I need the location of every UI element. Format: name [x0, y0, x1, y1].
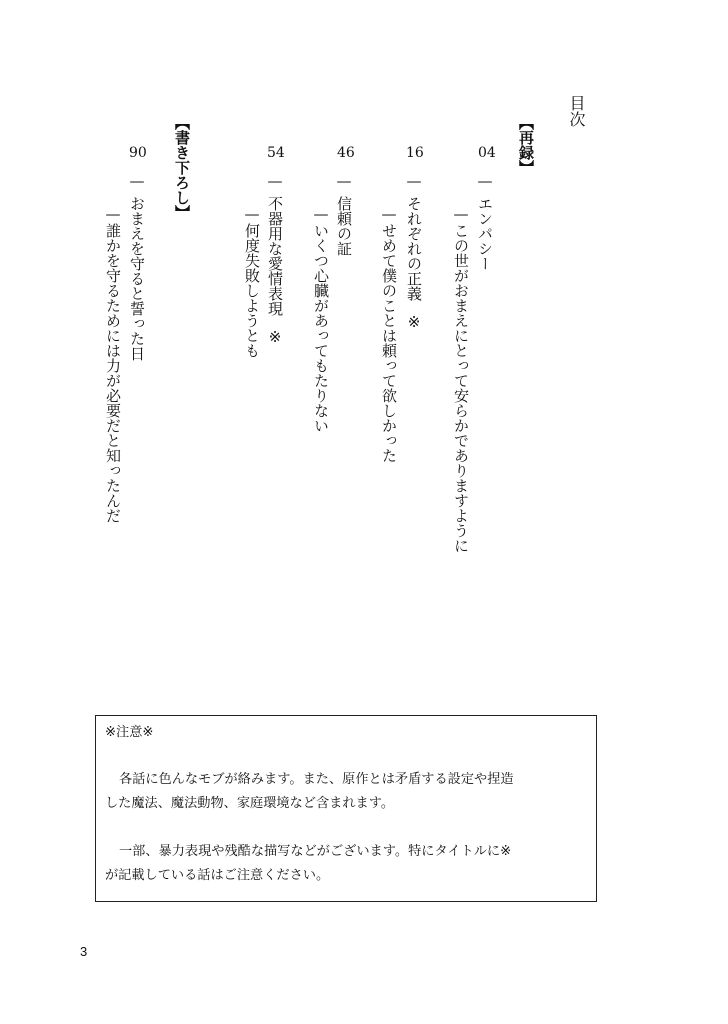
entry-mark: ※ — [405, 313, 423, 331]
entry-subtitle: —この世がおまえにとって安らかでありますように — [452, 205, 470, 553]
toc-title: 目次 — [567, 95, 586, 127]
notice-text: 各話に色んなモブが絡みます。また、原作とは矛盾する設定や捏造 — [119, 772, 514, 787]
entry-dash: — — [405, 172, 423, 190]
notice-text: 一部、暴力表現や残酷な描写などがございます。特にタイトルに※ — [119, 844, 512, 859]
entry-dash: — — [128, 172, 146, 190]
entry-title[interactable]: 信頼の証 — [335, 196, 353, 256]
entry-page-number: 54 — [267, 145, 285, 161]
entry-title[interactable]: それぞれの正義 — [405, 196, 423, 301]
section-heading-new-writing: 【書き下ろし】 — [173, 115, 191, 220]
entry-title[interactable]: エンパシー — [476, 196, 494, 271]
entry-subtitle: —何度失敗しようとも — [243, 205, 261, 358]
entry-subtitle: —誰かを守るためには力が必要だと知ったんだ — [104, 205, 122, 523]
entry-subtitle: —せめて僕のことは頼って欲しかった — [380, 205, 398, 463]
entry-subtitle: —いくつ心臓があってもたりない — [312, 205, 330, 433]
entry-dash: — — [335, 172, 353, 190]
notice-heading: ※注意※ — [105, 725, 154, 740]
entry-page-number: 16 — [406, 145, 424, 161]
notice-text: が記載している話はご注意ください。 — [105, 868, 330, 883]
entry-page-number: 04 — [478, 145, 496, 161]
entry-dash: — — [266, 172, 284, 190]
entry-dash: — — [476, 172, 494, 190]
entry-page-number: 46 — [337, 145, 355, 161]
entry-title[interactable]: 不器用な愛情表現 — [266, 196, 284, 316]
entry-mark: ※ — [266, 328, 284, 346]
notice-box — [95, 715, 597, 902]
section-heading-rerecorded: 【再録】 — [517, 115, 535, 175]
notice-text: した魔法、魔法動物、家庭環境など含まれます。 — [105, 796, 395, 811]
entry-page-number: 90 — [129, 145, 147, 161]
page-number: 3 — [80, 944, 88, 959]
entry-title[interactable]: おまえを守ると誓った日 — [128, 196, 146, 361]
